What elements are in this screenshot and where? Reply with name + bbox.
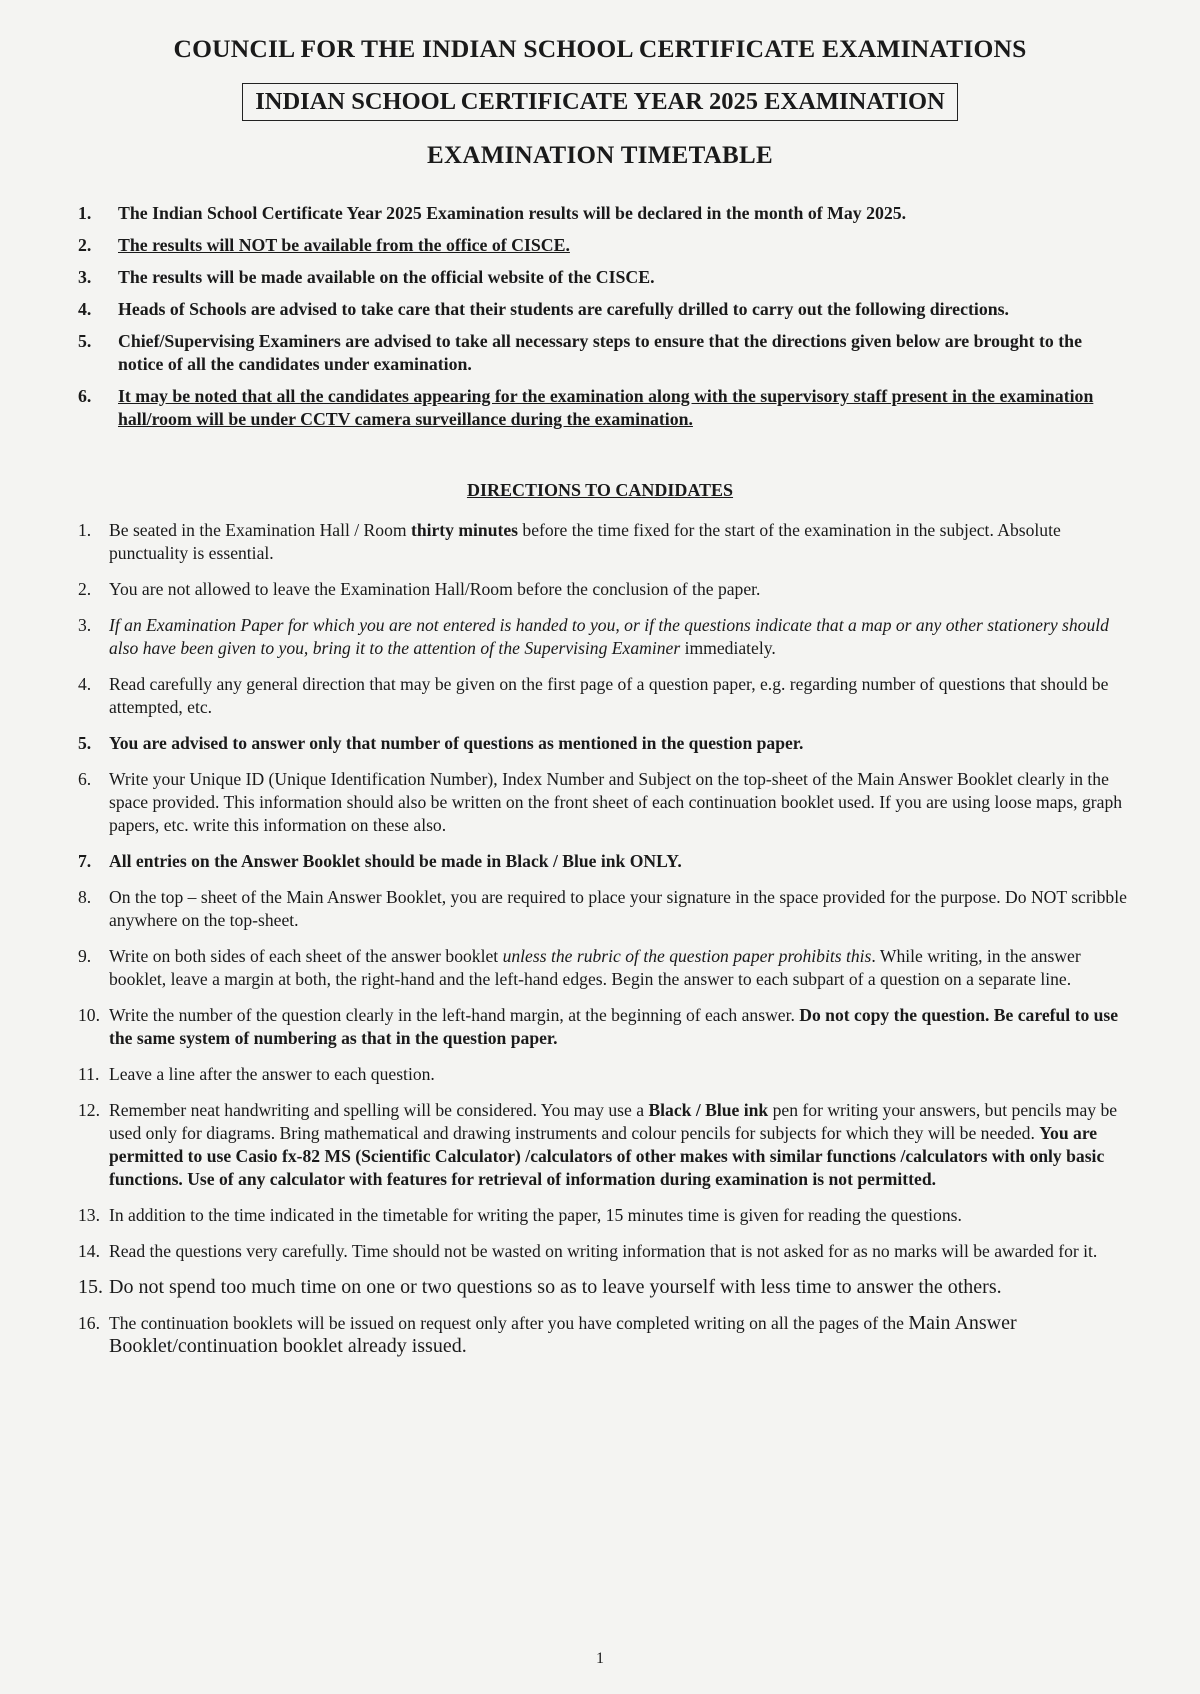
direction-text: All entries on the Answer Booklet should be made in Black / Blue ink ONLY.	[109, 851, 682, 871]
note-text: Chief/Supervising Examiners are advised to take all necessary steps to ensure that the directions given below are brought to the notice of all the candidates under examination.	[118, 331, 1082, 374]
direction-number: 1.	[78, 520, 92, 540]
note-item	[78, 266, 1128, 289]
direction-text	[109, 1313, 1017, 1356]
direction-emphasis: Do not copy the question. Be careful to use the same system of numbering as that in the question paper.	[109, 1005, 1119, 1048]
direction-item	[78, 850, 1128, 873]
direction-text: You are advised to answer only that number of questions as mentioned in the question paper.	[109, 733, 804, 753]
note-item	[78, 298, 1128, 321]
direction-text-part: The continuation booklets will be issued on request only after you have completed writing on all the pages of the	[109, 1313, 909, 1333]
note-text: The Indian School Certificate Year 2025 Examination results will be declared in the month of May 2025.	[118, 203, 907, 223]
direction-text	[109, 520, 1061, 563]
exam-heading-wrap	[0, 83, 1200, 121]
direction-number: 5.	[78, 733, 92, 753]
direction-text	[109, 615, 1109, 658]
direction-number: 7.	[78, 851, 92, 871]
direction-text: On the top – sheet of the Main Answer Booklet, you are required to place your signature in the space provided for the purpose. Do NOT scribble anywhere on the top-sheet.	[109, 887, 1127, 930]
direction-item	[78, 732, 1128, 755]
direction-item	[78, 1063, 1128, 1086]
direction-number: 9.	[78, 946, 92, 966]
note-number: 6.	[78, 386, 92, 406]
direction-text-part: before the time fixed for the start of the examination in the subject. Absolute punctuality is essential.	[109, 520, 1061, 563]
direction-item	[78, 1312, 1128, 1358]
direction-item	[78, 578, 1128, 601]
direction-number: 13.	[78, 1205, 100, 1225]
notes-list	[78, 202, 1128, 440]
direction-text	[109, 1100, 1117, 1189]
direction-item	[78, 1099, 1128, 1191]
direction-item	[78, 1276, 1128, 1299]
direction-text-part: pen for writing your answers, but pencils may be used only for diagrams. Bring mathematical and drawing instruments and colour pencils for subjects for which they will be needed.	[109, 1100, 1118, 1143]
direction-text-part: Main Answer Booklet/continuation booklet already issued.	[109, 1312, 1017, 1357]
direction-text: Read carefully any general direction that may be given on the first page of a question paper, e.g. regarding number of questions that should be attempted, etc.	[109, 674, 1109, 717]
note-item	[78, 202, 1128, 225]
direction-item	[78, 1004, 1128, 1050]
direction-italic: If an Examination Paper for which you are not entered is handed to you, or if the questions indicate that a map or any other stationery should also have been given to you, bring it to the attention of the Supervising Examiner	[109, 615, 1109, 658]
direction-text-part: Write the number of the question clearly in the left-hand margin, at the beginning of each answer.	[109, 1005, 800, 1025]
note-number: 4.	[78, 299, 92, 319]
direction-emphasis: Black / Blue ink	[648, 1100, 769, 1120]
direction-item	[78, 768, 1128, 837]
direction-text: Leave a line after the answer to each question.	[109, 1064, 435, 1084]
direction-text-part: Be seated in the Examination Hall / Room	[109, 520, 411, 540]
direction-text-part: Remember neat handwriting and spelling will be considered. You may use a	[109, 1100, 649, 1120]
direction-number: 14.	[78, 1241, 100, 1261]
note-item	[78, 234, 1128, 257]
note-text: The results will be made available on the official website of the CISCE.	[118, 267, 655, 287]
direction-text-part: Write on both sides of each sheet of the answer booklet	[109, 946, 503, 966]
direction-italic: unless the rubric of the question paper prohibits this	[502, 946, 872, 966]
direction-text-part: . While writing, in the answer booklet, leave a margin at both, the right-hand and the left-hand edges. Begin the answer to each subpart of a question on a separate line.	[109, 946, 1081, 989]
direction-text: In addition to the time indicated in the timetable for writing the paper, 15 minutes time is given for reading the questions.	[109, 1205, 962, 1225]
direction-text: Do not spend too much time on one or two questions so as to leave yourself with less time to answer the others.	[109, 1276, 1002, 1298]
direction-emphasis: thirty minutes	[410, 520, 518, 540]
direction-item	[78, 886, 1128, 932]
direction-item	[78, 614, 1128, 660]
direction-number: 3.	[78, 615, 92, 635]
note-text: It may be noted that all the candidates appearing for the examination along with the supervisory staff present in the examination hall/room will be under CCTV camera surveillance during the examination.	[118, 386, 1094, 429]
exam-heading-box: INDIAN SCHOOL CERTIFICATE YEAR 2025 EXAMINATION	[242, 83, 958, 121]
direction-item	[78, 1240, 1128, 1263]
direction-text: Read the questions very carefully. Time should not be wasted on writing information that is not asked for as no marks will be awarded for it.	[109, 1241, 1098, 1261]
direction-number: 16.	[78, 1313, 100, 1333]
direction-item	[78, 673, 1128, 719]
note-item	[78, 385, 1128, 431]
direction-number: 2.	[78, 579, 92, 599]
direction-text	[109, 1005, 1118, 1048]
direction-item	[78, 519, 1128, 565]
council-heading: COUNCIL FOR THE INDIAN SCHOOL CERTIFICATE EXAMINATIONS	[173, 34, 1027, 63]
direction-number: 6.	[78, 769, 92, 789]
direction-item	[78, 945, 1128, 991]
note-item	[78, 330, 1128, 376]
direction-number: 11.	[78, 1064, 100, 1084]
direction-number: 12.	[78, 1100, 100, 1120]
direction-text	[109, 946, 1081, 989]
direction-item	[78, 1204, 1128, 1227]
note-text: Heads of Schools are advised to take care that their students are carefully drilled to carry out the following directions.	[118, 299, 1009, 319]
note-text: The results will NOT be available from the office of CISCE.	[118, 235, 570, 255]
note-number: 5.	[78, 331, 92, 351]
direction-number: 15.	[78, 1276, 103, 1298]
note-number: 1.	[78, 203, 92, 223]
directions-list	[78, 519, 1128, 1371]
directions-title: DIRECTIONS TO CANDIDATES	[466, 480, 734, 500]
note-number: 3.	[78, 267, 92, 287]
direction-number: 10.	[78, 1005, 100, 1025]
page-number: 1	[596, 1650, 604, 1667]
direction-emphasis: You are permitted to use Casio fx-82 MS (Scientific Calculator) /calculators of other makes with similar functions /calculators with only basic functions. Use of any calculator with features for retrieval of information during examination is not permitted.	[109, 1123, 1105, 1189]
timetable-heading: EXAMINATION TIMETABLE	[427, 142, 773, 169]
direction-number: 8.	[78, 887, 92, 907]
note-number: 2.	[78, 235, 92, 255]
direction-number: 4.	[78, 674, 92, 694]
direction-text: Write your Unique ID (Unique Identification Number), Index Number and Subject on the top-sheet of the Main Answer Booklet clearly in the space provided. This information should also be written on the front sheet of each continuation booklet used. If you are using loose maps, graph papers, etc. write this information on these also.	[109, 769, 1123, 835]
direction-text-part: immediately.	[680, 638, 776, 658]
direction-text: You are not allowed to leave the Examination Hall/Room before the conclusion of the paper.	[109, 579, 761, 599]
